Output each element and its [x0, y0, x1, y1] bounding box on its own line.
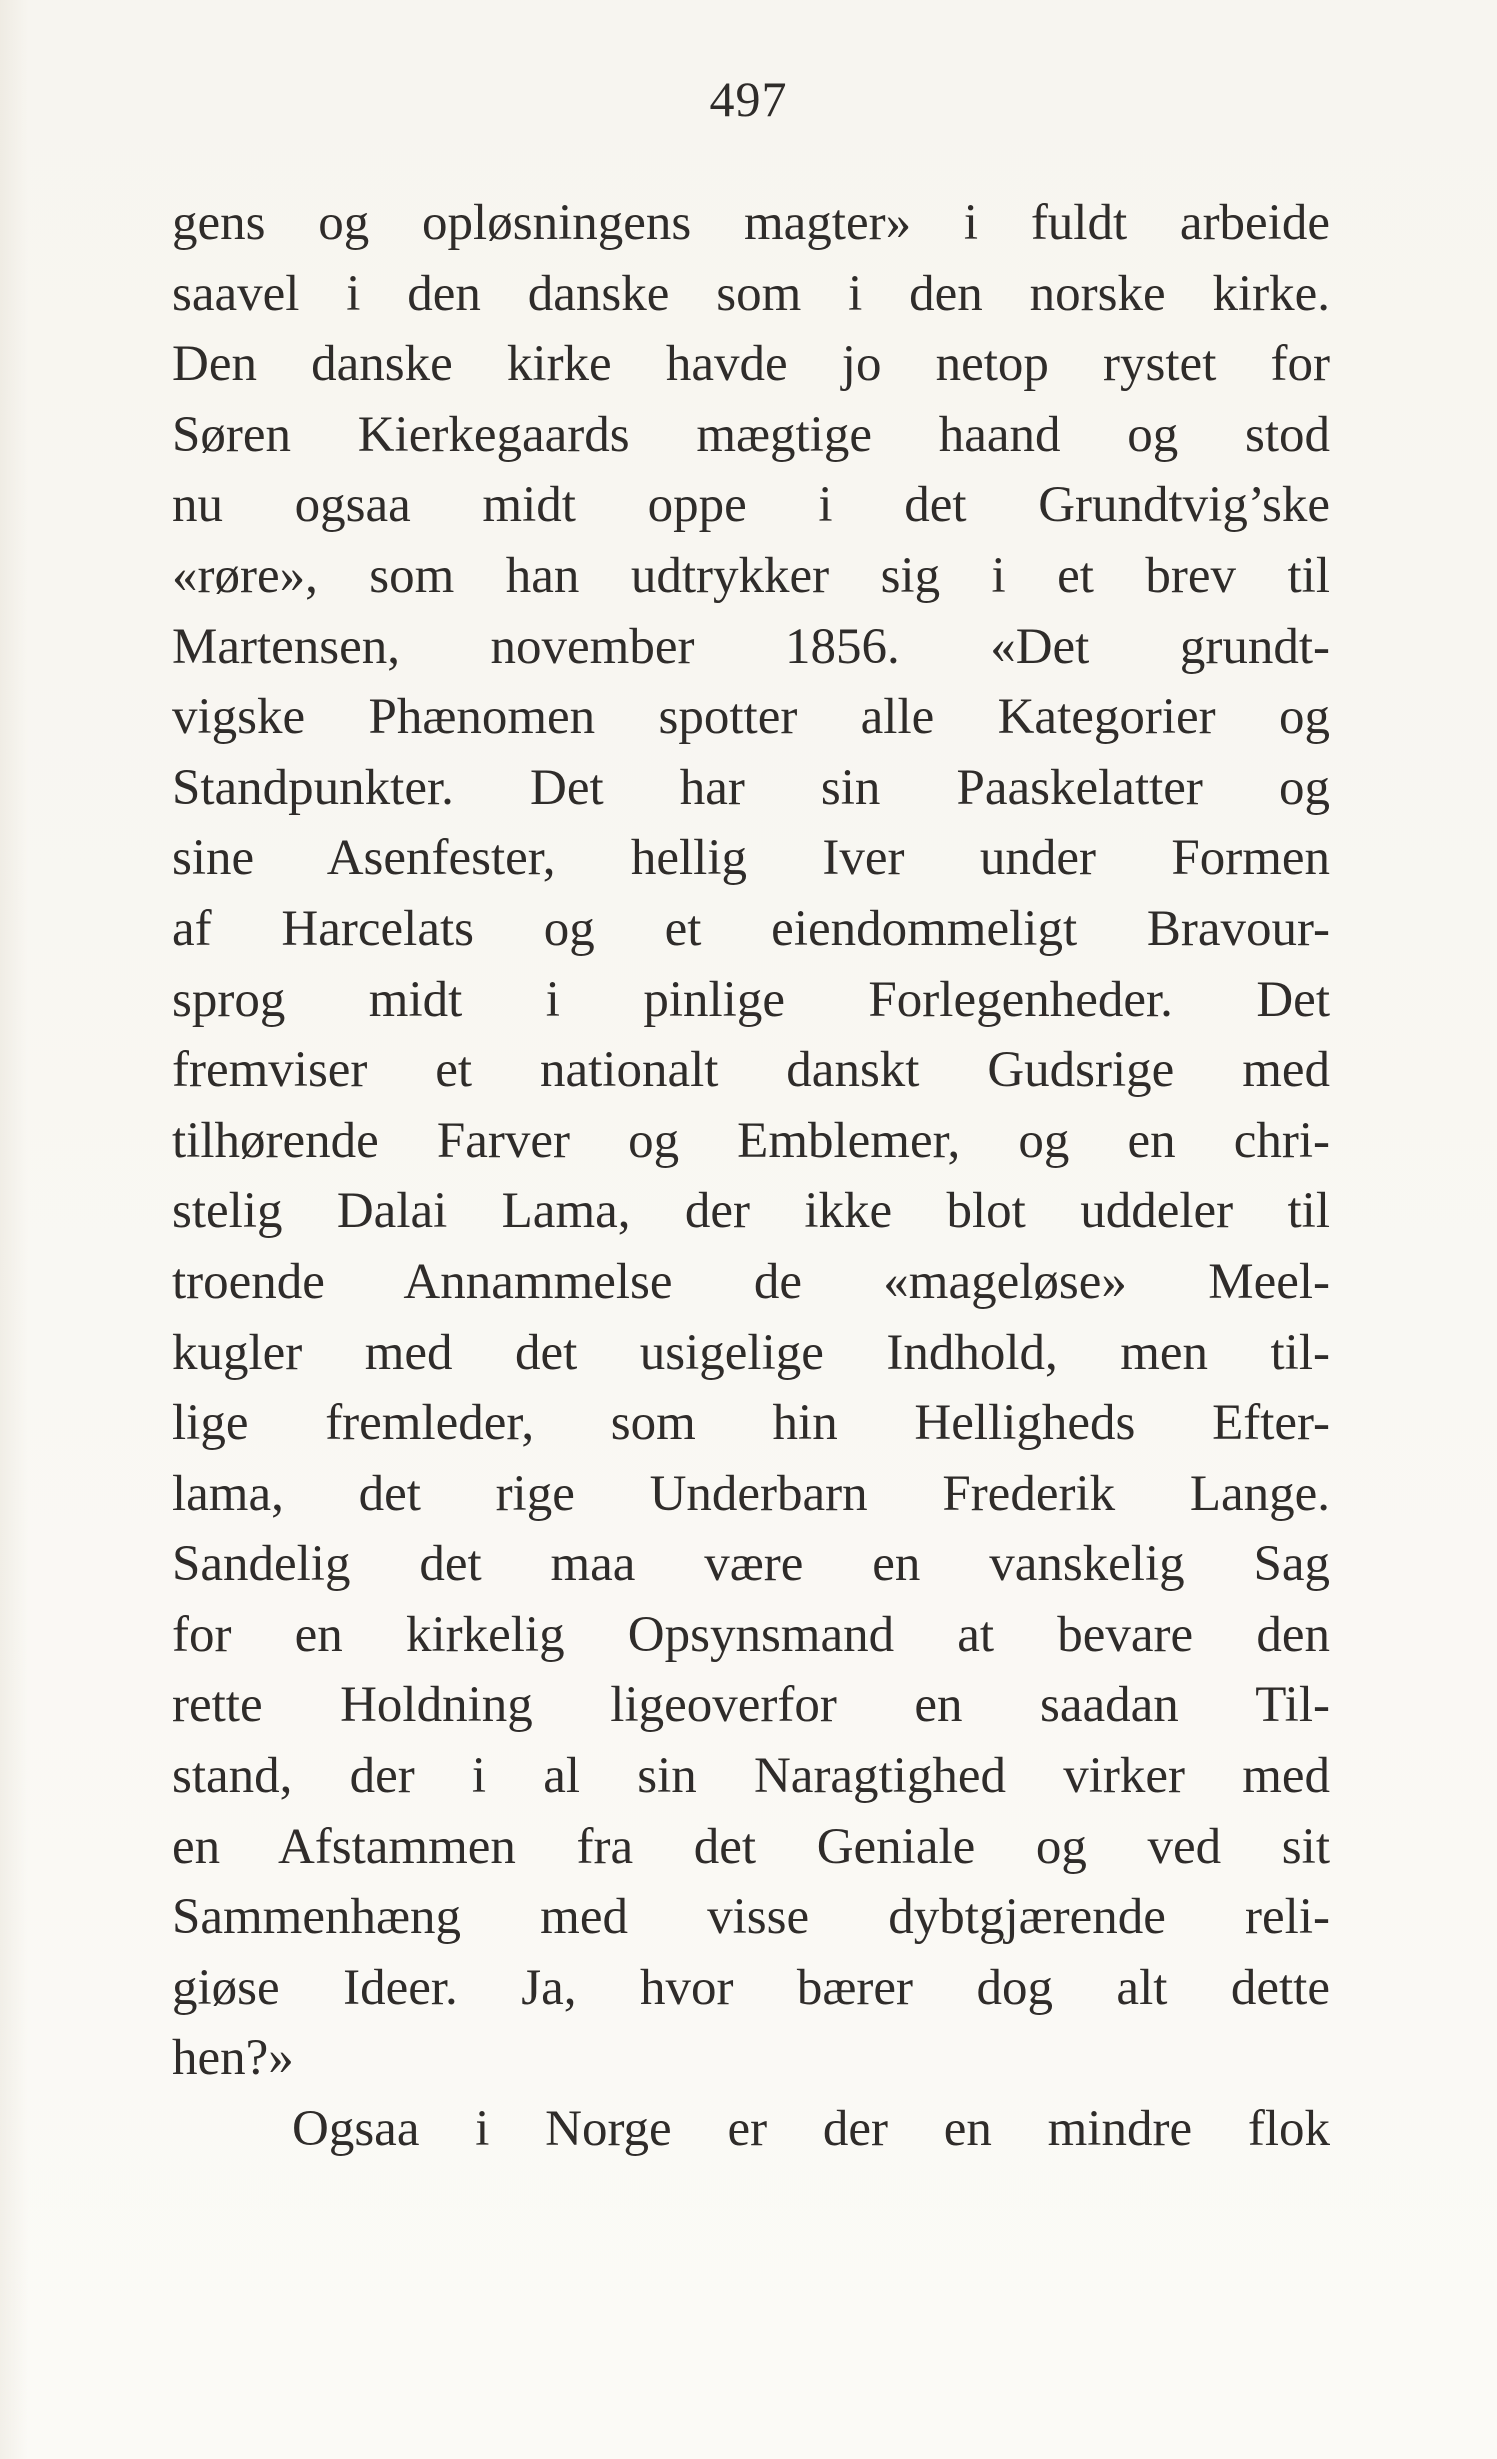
- text-line: Standpunkter. Det har sin Paaskelatter og: [172, 759, 1330, 816]
- text-line: Den danske kirke havde jo netop rystet for: [172, 336, 1330, 393]
- text-line: fremviser et nationalt danskt Gudsrige med: [172, 1042, 1330, 1099]
- text-line: sine Asenfester, hellig Iver under Formen: [172, 830, 1330, 887]
- text-line: tilhørende Farver og Emblemer, og en chri-: [172, 1112, 1330, 1169]
- body-text: [172, 188, 1330, 2165]
- text-line: giøse Ideer. Ja, hvor bærer dog alt dette: [172, 1959, 1330, 2016]
- text-line: «røre», som han udtrykker sig i et brev til: [172, 547, 1330, 604]
- text-line: gens og opløsningens magter» i fuldt arbeide: [172, 195, 1330, 251]
- text-line: nu ogsaa midt oppe i det Grundtvig’ske: [172, 477, 1330, 534]
- text-line: vigske Phænomen spotter alle Kategorier og: [172, 689, 1330, 746]
- text-line: Sammenhæng med visse dybtgjærende reli-: [172, 1889, 1330, 1946]
- text-line: lama, det rige Underbarn Frederik Lange.: [172, 1465, 1330, 1522]
- text-line: sprog midt i pinlige Forlegenheder. Det: [172, 971, 1330, 1028]
- text-line: hen?»: [172, 2030, 294, 2087]
- text-line: stand, der i al sin Naragtighed virker med: [172, 1748, 1330, 1805]
- text-line: en Afstammen fra det Geniale og ved sit: [172, 1818, 1330, 1875]
- page-number: 497: [709, 71, 788, 127]
- text-line: Martensen, november 1856. «Det grundt-: [172, 618, 1330, 675]
- text-line: af Harcelats og et eiendommeligt Bravour-: [172, 900, 1330, 957]
- text-line: lige fremleder, som hin Helligheds Efter-: [172, 1395, 1330, 1452]
- text-line: Ogsaa i Norge er der en mindre flok: [292, 2101, 1330, 2158]
- text-line: troende Annammelse de «mageløse» Meel-: [172, 1253, 1330, 1310]
- text-line: Søren Kierkegaards mægtige haand og stod: [172, 406, 1330, 463]
- text-line: kugler med det usigelige Indhold, men til-: [172, 1324, 1330, 1381]
- text-line: saavel i den danske som i den norske kirke.: [172, 265, 1330, 322]
- text-line: stelig Dalai Lama, der ikke blot uddeler til: [172, 1183, 1330, 1240]
- text-line: Sandelig det maa være en vanskelig Sag: [172, 1536, 1330, 1593]
- text-line: rette Holdning ligeoverfor en saadan Til-: [172, 1677, 1330, 1734]
- text-line: for en kirkelig Opsynsmand at bevare den: [172, 1606, 1330, 1663]
